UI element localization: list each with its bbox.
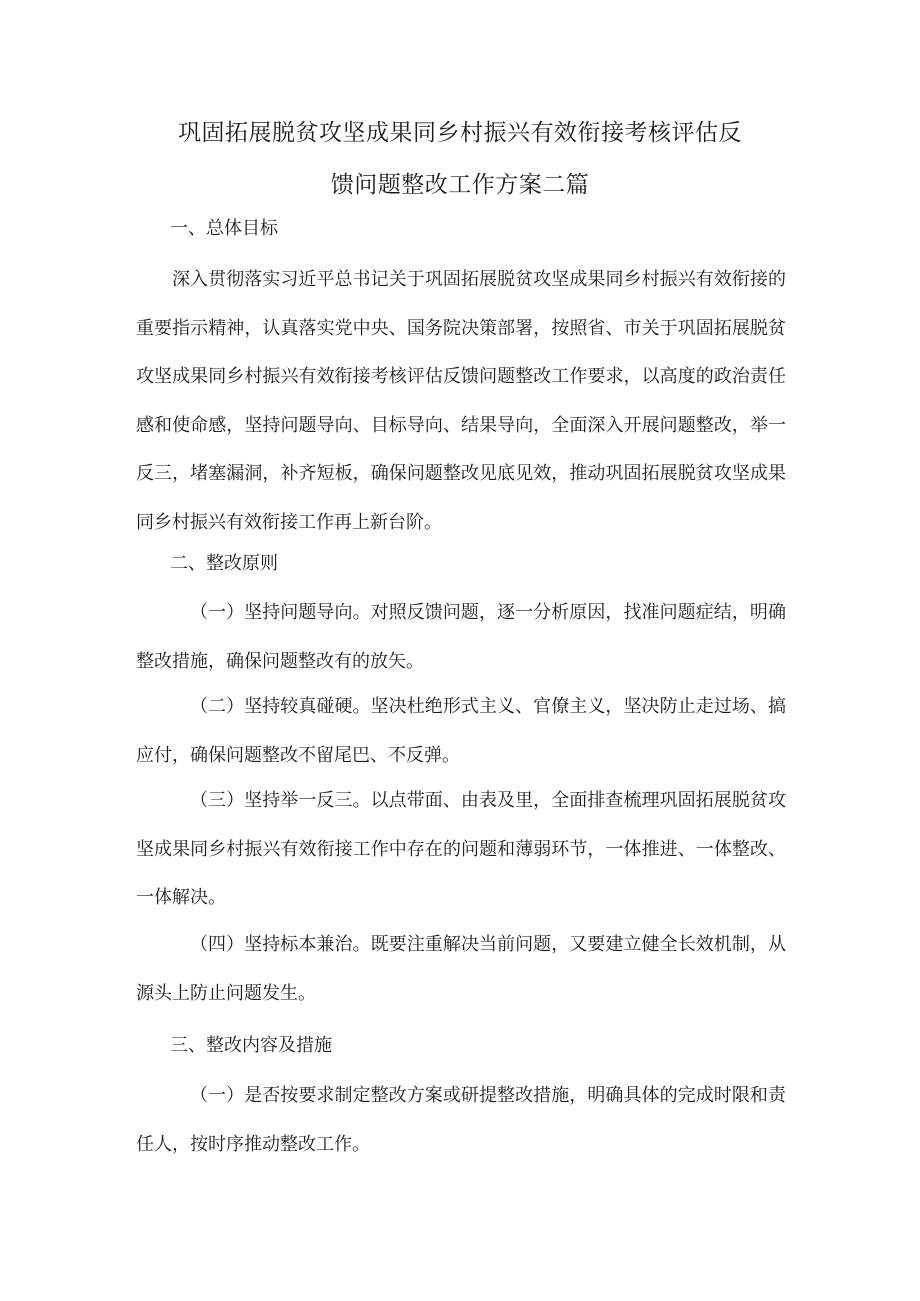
- document-title-line-1: 巩固拓展脱贫攻坚成果同乡村振兴有效衔接考核评估反: [178, 120, 742, 146]
- paragraph-principle-3: （三）坚持举一反三。以点带面、由表及里，全面排查梳理巩固拓展脱贫攻坚成果同乡村振兴有效衔接工作中存在的问题和薄弱环节，一体推进、一体整改、一体解决。: [136, 790, 786, 908]
- paragraph-goals: 深入贯彻落实习近平总书记关于巩固拓展脱贫攻坚成果同乡村振兴有效衔接的重要指示精神，认真落实党中央、国务院决策部署，按照省、市关于巩固拓展脱贫攻坚成果同乡村振兴有效衔接考核评估反馈问题整改工作要求，以高度的政治责任感和使命感，坚持问题导向、目标导向、结果导向，全面深入开展问题整改，举一反三，堵塞漏洞，补齐短板，确保问题整改见底见效，推动巩固拓展脱贫攻坚成果同乡村振兴有效衔接工作再上新台阶。: [136, 269, 786, 533]
- paragraph-principle-2: （二）坚持较真碰硬。坚决杜绝形式主义、官僚主义，坚决防止走过场、搞应付，确保问题整改不留尾巴、不反弹。: [136, 696, 786, 766]
- section-heading-measures: 三、整改内容及措施: [170, 1035, 332, 1056]
- paragraph-measure-1: （一）是否按要求制定整改方案或研提整改措施，明确具体的完成时限和责任人，按时序推动整改工作。: [136, 1085, 786, 1155]
- section-heading-goals: 一、总体目标: [170, 218, 278, 239]
- document-title-line-2: 馈问题整改工作方案二篇: [330, 172, 590, 198]
- paragraph-principle-4: （四）坚持标本兼治。既要注重解决当前问题，又要建立健全长效机制，从源头上防止问题发生。: [136, 934, 786, 1004]
- paragraph-principle-1: （一）坚持问题导向。对照反馈问题，逐一分析原因，找准问题症结，明确整改措施，确保问题整改有的放矢。: [136, 602, 786, 672]
- section-heading-principles: 二、整改原则: [170, 553, 278, 574]
